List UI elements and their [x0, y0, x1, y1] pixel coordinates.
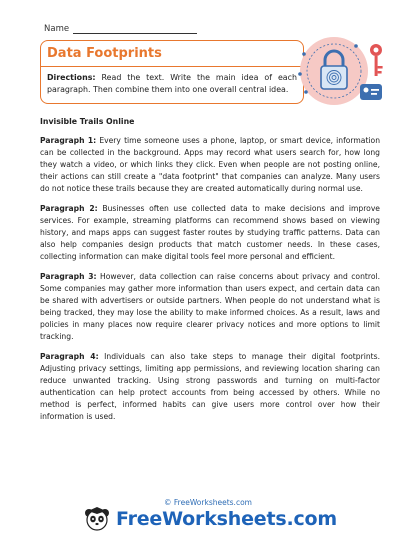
panda-mascot-icon	[84, 507, 110, 531]
paragraph-text: Individuals can also take steps to manage their digital footprints. Adjusting privacy settings, limiting app permissions, and reviewing location sharing can reduce unwanted tracking. Using strong passwords and turning on multi-factor authentication can help protect accounts from being accessed by others. While no method is perfect, informed habits can give users more control over how their information is used.	[40, 352, 380, 421]
title-divider	[41, 66, 303, 67]
paragraph-label: Paragraph 3:	[40, 272, 97, 281]
paragraph-text: However, data collection can raise concerns about privacy and control. Some companies may gather more information than users expect, and certain data can be shared with advertisers or outside partners. When people do not understand what is being tracked, they may lose the ability to make informed choices. As a result, laws and policies in many places now require clearer privacy notices and more options to limit tracking.	[40, 272, 380, 341]
key-icon	[370, 44, 383, 76]
footer-logo	[84, 507, 337, 531]
directions	[47, 72, 297, 96]
header-box	[40, 40, 304, 104]
footer-copyright: © FreeWorksheets.com	[164, 498, 252, 507]
name-field	[44, 24, 197, 34]
directions-text: Read the text. Write the main idea of each paragraph. Then combine them into one overall central idea.	[47, 73, 297, 94]
worksheet-title: Data Footprints	[47, 46, 162, 61]
paragraph-4	[40, 351, 380, 423]
passage-title: Invisible Trails Online	[40, 117, 135, 126]
directions-label: Directions:	[47, 73, 96, 82]
footer-brand: FreeWorksheets.com	[116, 508, 337, 530]
data-security-illustration	[292, 34, 392, 108]
paragraph-label: Paragraph 2:	[40, 204, 98, 213]
reading-passage	[40, 116, 380, 431]
name-blank-line	[73, 25, 197, 34]
paragraph-label: Paragraph 4:	[40, 352, 99, 361]
paragraph-text: Every time someone uses a phone, laptop, or smart device, information can be collected in the background. Apps may record what users search for, how long they watch a video, or which links they click. Even when people are not posting online, their actions can still create a "data footprint" that companies can analyze. Many users do not notice these trails because they are created automatically during normal use.	[40, 136, 381, 193]
name-label: Name	[44, 24, 70, 34]
paragraph-2	[40, 203, 380, 263]
paragraph-3	[40, 271, 380, 343]
paragraph-1	[40, 135, 380, 195]
user-profile-icon	[360, 84, 382, 100]
paragraph-label: Paragraph 1:	[40, 136, 97, 145]
paragraph-text: Businesses often use collected data to make decisions and improve services. For example, streaming platforms can recommend shows based on viewing history, and maps apps can suggest faster routes by studying traffic patterns. Data can also help companies design products that match customer needs. In these cases, collecting information can make digital tools feel more personal and efficient.	[40, 204, 380, 261]
